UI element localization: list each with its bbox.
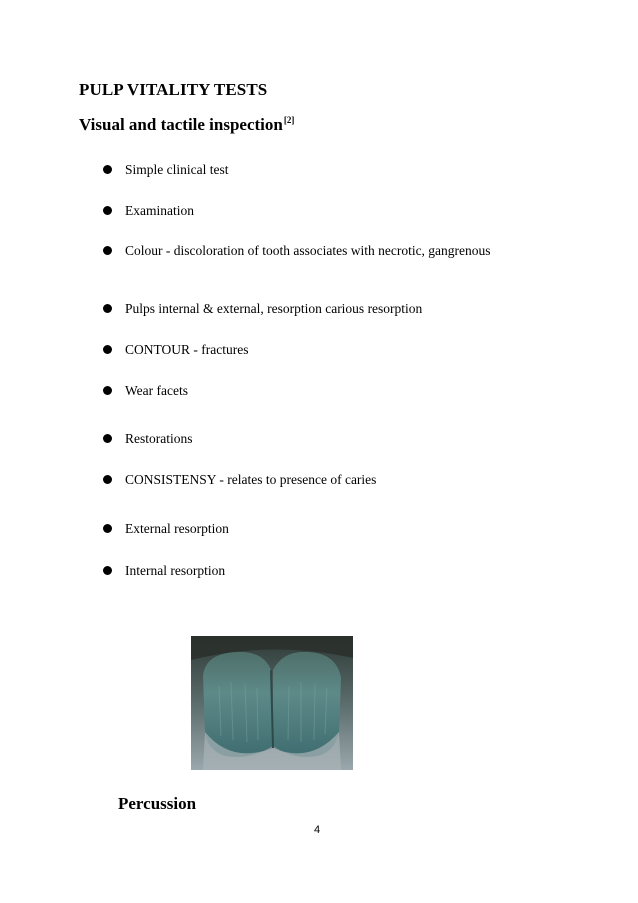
list-item <box>125 341 515 359</box>
list-item-text: Simple clinical test <box>125 162 229 177</box>
teeth-illustration <box>191 636 353 770</box>
list-item <box>125 300 515 318</box>
bullet-icon <box>103 475 112 484</box>
list-item <box>125 382 515 400</box>
list-item-text: Wear facets <box>125 383 188 398</box>
list-item <box>125 161 515 179</box>
list-item-text: External resorption <box>125 521 229 536</box>
list-item-text: Colour - discoloration of tooth associates with necrotic, gangrenous <box>125 243 491 258</box>
teeth-photo <box>191 636 353 770</box>
bullet-icon <box>103 165 112 174</box>
list-item <box>125 202 515 220</box>
list-item-text: Internal resorption <box>125 563 226 578</box>
list-item <box>125 471 515 489</box>
list-item <box>125 562 515 580</box>
section-heading <box>79 115 294 135</box>
page-number: 4 <box>314 824 321 836</box>
list-item <box>125 430 515 448</box>
bullet-icon <box>103 206 112 215</box>
list-item-text: Examination <box>125 203 194 218</box>
bullet-icon <box>103 434 112 443</box>
citation-reference: [2] <box>283 115 295 125</box>
bullet-icon <box>103 386 112 395</box>
bullet-icon <box>103 345 112 354</box>
bullet-icon <box>103 246 112 255</box>
list-item-text: CONTOUR - fractures <box>125 342 249 357</box>
list-item-text: Restorations <box>125 431 193 446</box>
list-item <box>125 520 515 538</box>
bullet-icon <box>103 524 112 533</box>
section-heading-text: Visual and tactile inspection <box>79 115 283 134</box>
bullet-icon <box>103 304 112 313</box>
page-heading: PULP VITALITY TESTS <box>79 80 268 99</box>
bullet-icon <box>103 566 112 575</box>
list-item <box>125 242 515 260</box>
percussion-heading: Percussion <box>118 794 197 813</box>
list-item-text: Pulps internal & external, resorption carious resorption <box>125 301 423 316</box>
list-item-text: CONSISTENSY - relates to presence of caries <box>125 472 377 487</box>
